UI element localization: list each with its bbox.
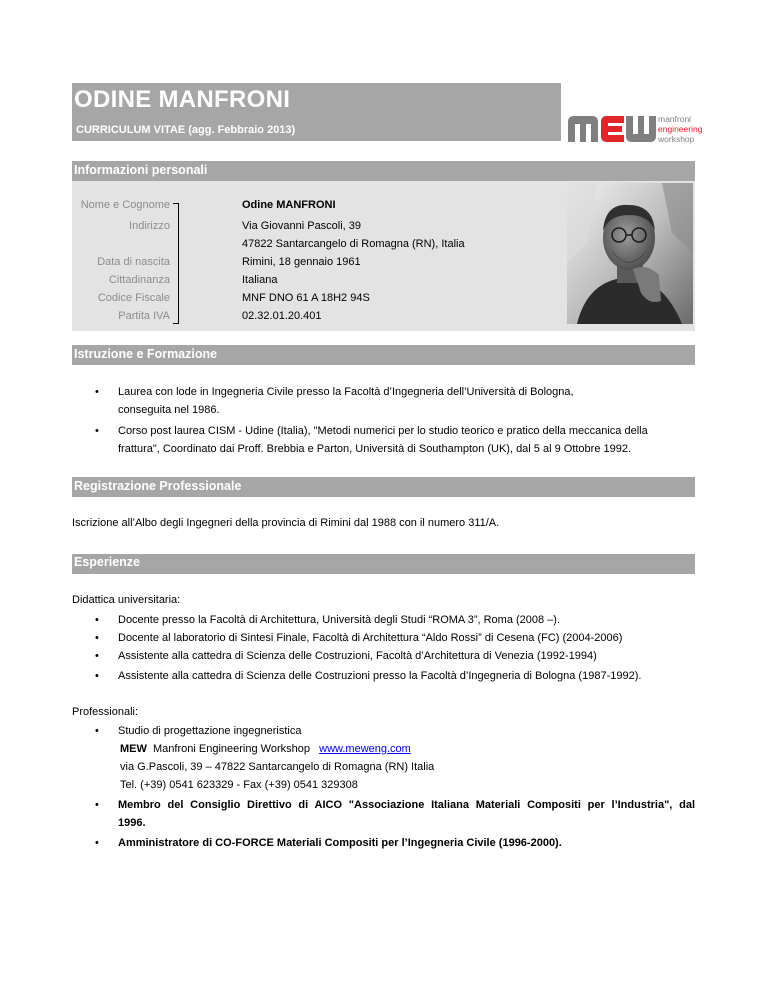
label-tax-code: Codice Fiscale [97,292,170,304]
education-item-1-line-1: Laurea con lode in Ingegneria Civile presso la Facoltà d’Ingegneria dell’Università di Bologna, [118,386,574,398]
studio-name-line [120,742,411,756]
registration-text: Iscrizione all’Albo degli Ingegneri della provincia di Rimini dal 1988 con il numero 311/A. [72,517,500,529]
studio-address: via G.Pascoli, 39 – 47822 Santarcangelo di Romagna (RN) Italia [120,761,435,773]
teaching-item: Docente presso la Facoltà di Architettura, Università degli Studi “ROMA 3”, Roma (2008 –). [118,614,561,626]
info-divider-tick [173,203,179,204]
education-item-1-line-2: conseguita nel 1986. [118,404,220,416]
label-birth: Data di nascita [97,256,170,268]
bullet-icon: • [95,386,99,398]
studio-mew: MEW [120,743,147,755]
aico-line-1: Membro del Consiglio Direttivo di AICO "Associazione Italiana Materiali Compositi per l’Industria", dal [118,799,695,811]
bullet-icon: • [95,614,99,626]
coforce-text: Amministratore di CO-FORCE Materiali Compositi per l’Ingegneria Civile (1996-2000). [118,837,562,849]
teaching-item: Assistente alla cattedra di Scienza delle Costruzioni, Facoltà d’Architettura di Venezia (1992-1994) [118,650,597,662]
logo-text [658,114,702,144]
bullet-icon: • [95,425,99,437]
page-title: ODINE MANFRONI [74,86,291,113]
education-item-2-line-2: frattura", Coordinato dai Proff. Brebbia e Parton, Università di Southampton (UK), dal 5 al 9 Ottobre 1992. [118,443,632,455]
bullet-icon: • [95,725,99,737]
value-citizenship: Italiana [242,274,278,286]
section-title-registration: Registrazione Professionale [74,479,242,493]
mew-logo-mark [568,116,656,142]
logo-line-2: engineering [658,124,703,134]
section-title-personal: Informazioni personali [74,163,208,177]
label-name: Nome e Cognome [80,199,170,211]
bullet-icon: • [95,837,99,849]
bullet-icon: • [95,670,99,682]
studio-website-link[interactable]: www.meweng.com [319,743,411,755]
education-item-2-line-1: Corso post laurea CISM - Udine (Italia), "Metodi numerici per lo studio teorico e pratico della meccanica della [118,425,648,437]
aico-line-2: 1996. [118,817,146,829]
logo-line-1: manfroni [658,114,692,124]
bullet-icon: • [95,650,99,662]
section-title-education: Istruzione e Formazione [74,347,218,361]
logo-line-3: workshop [658,134,695,144]
label-vat: Partita IVA [118,310,170,322]
studio-name: Manfroni Engineering Workshop [153,743,310,755]
value-address-2: 47822 Santarcangelo di Romagna (RN), Italia [242,238,465,250]
teaching-title: Didattica universitaria: [72,594,181,606]
label-address: Indirizzo [129,220,170,232]
value-tax-code: MNF DNO 61 A 18H2 94S [242,292,370,304]
info-divider [178,203,179,324]
teaching-item: Docente al laboratorio di Sintesi Finale, Facoltà di Architettura “Aldo Rossi” di Cesena (FC) (2004-2006) [118,632,623,644]
label-citizenship: Cittadinanza [108,274,170,286]
bullet-icon: • [95,632,99,644]
teaching-item: Assistente alla cattedra di Scienza delle Costruzioni presso la Facoltà d’Ingegneria di Bologna (1987-1992). [118,670,642,682]
bullet-icon: • [95,799,99,811]
section-bar-experience [72,554,695,574]
section-title-experience: Esperienze [74,555,141,569]
value-address-1: Via Giovanni Pascoli, 39 [242,220,362,232]
studio-title: Studio di progettazione ingegneristica [118,725,302,737]
value-vat: 02.32.01.20.401 [242,310,322,322]
value-name: Odine MANFRONI [242,199,336,211]
info-divider-tick [173,323,179,324]
professional-title: Professionali: [72,706,139,718]
page-subtitle: CURRICULUM VITAE (agg. Febbraio 2013) [76,124,296,136]
value-birth: Rimini, 18 gennaio 1961 [242,256,361,268]
studio-phone: Tel. (+39) 0541 623329 - Fax (+39) 0541 329308 [120,779,358,791]
portrait-photo [567,183,693,324]
